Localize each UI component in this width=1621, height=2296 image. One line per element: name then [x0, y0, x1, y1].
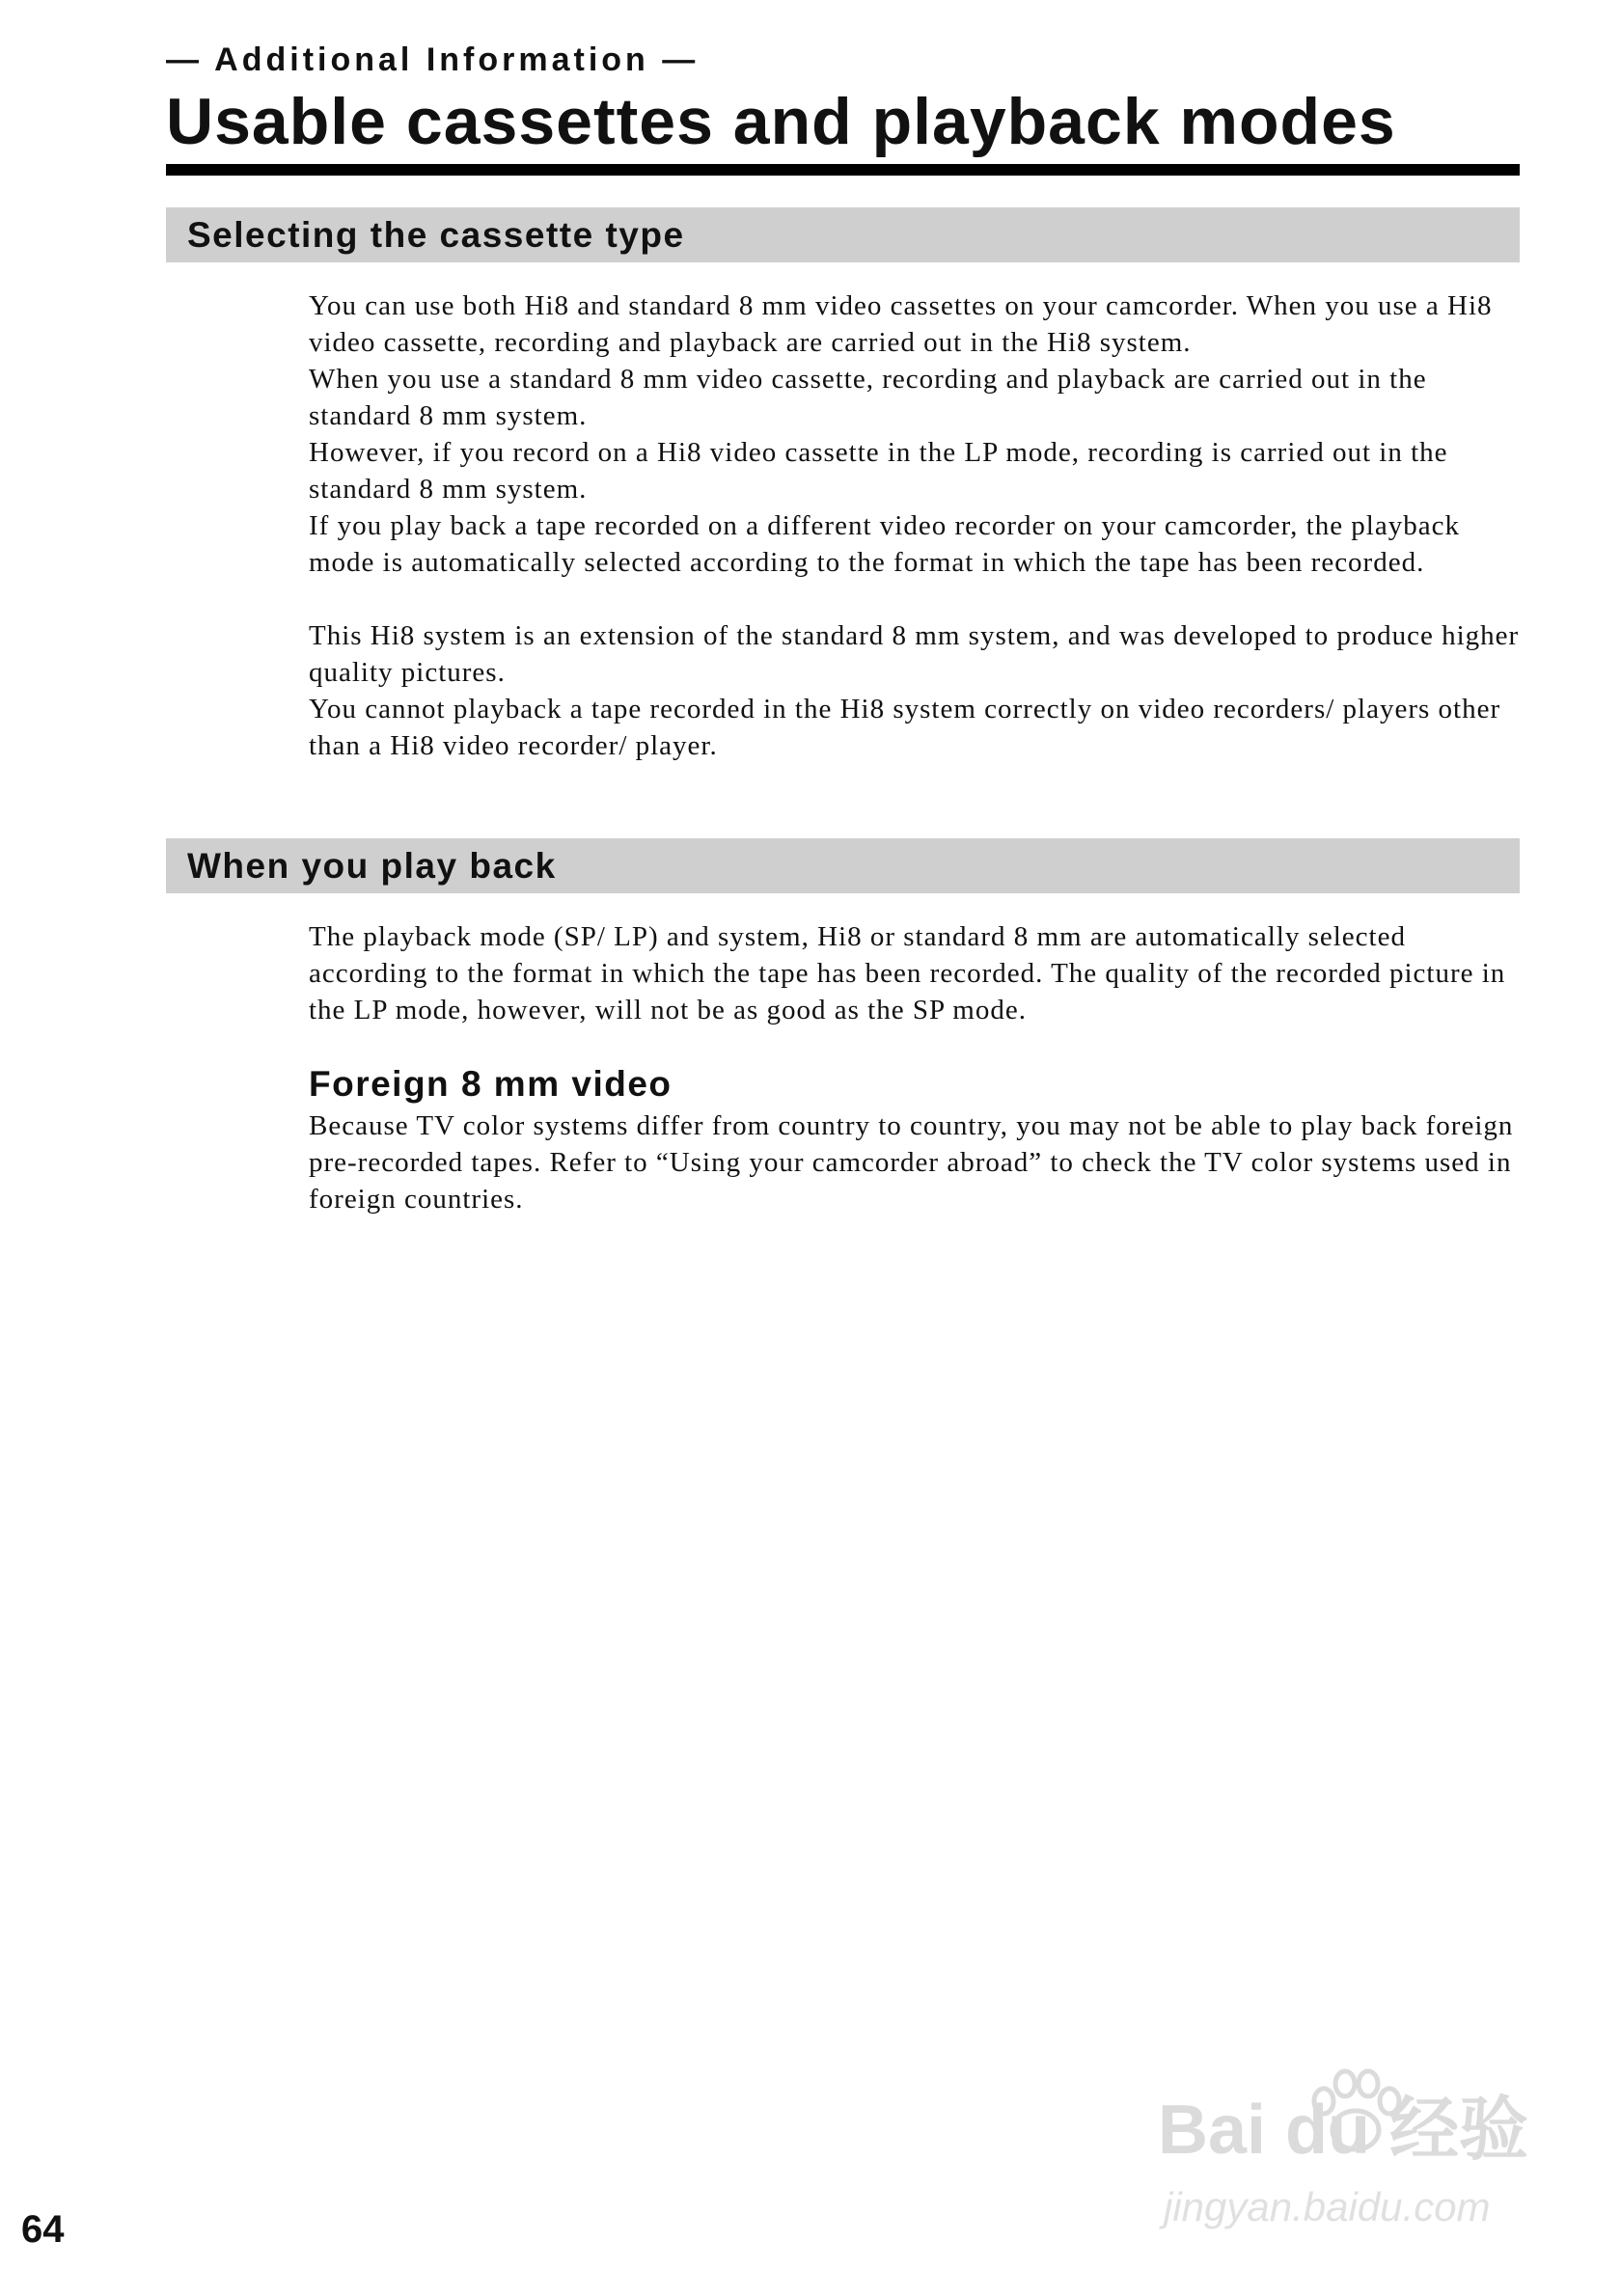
paragraph: When you use a standard 8 mm video cassette, recording and playback are carried out in the standard 8 mm system. — [309, 364, 1427, 431]
title-rule — [166, 164, 1520, 176]
section-heading-bar — [166, 207, 1520, 262]
paragraph: The playback mode (SP/ LP) and system, Hi8 or standard 8 mm are automatically selected according to the format in which the tape has been recorded. The quality of the recorded picture in the LP mode, however, will not be as good as the SP mode. — [309, 921, 1506, 1025]
watermark-logo-text: Bai du 经验 — [1158, 2091, 1529, 2169]
section-heading: When you play back — [187, 846, 557, 886]
paragraph: Because TV color systems differ from country to country, you may not be able to play back foreign pre-recorded tapes. Refer to “Using your camcorder abroad” to check the TV color systems used in foreign countries. — [309, 1110, 1514, 1215]
section-body — [309, 287, 1526, 764]
subsection-heading: Foreign 8 mm video — [309, 1064, 673, 1104]
section-kicker: — Additional Information — — [166, 41, 700, 78]
section-heading: Selecting the cassette type — [187, 215, 685, 255]
paragraph: You cannot playback a tape recorded in the Hi8 system correctly on video recorders/ players other than a Hi8 video recorder/ player. — [309, 694, 1501, 761]
paragraph: You can use both Hi8 and standard 8 mm video cassettes on your camcorder. When you use a Hi8 video cassette, recording and playback are carried out in the Hi8 system. — [309, 290, 1493, 358]
page-title: Usable cassettes and playback modes — [166, 85, 1396, 158]
page-number: 64 — [21, 2208, 65, 2251]
section-heading-bar — [166, 838, 1520, 893]
baidu-watermark — [1158, 2064, 1544, 2257]
section-body — [309, 918, 1526, 1028]
paragraph: However, if you record on a Hi8 video cassette in the LP mode, recording is carried out in the standard 8 mm system. — [309, 437, 1448, 505]
watermark-url: jingyan.baidu.com — [1164, 2184, 1491, 2229]
paragraph: If you play back a tape recorded on a different video recorder on your camcorder, the playback mode is automatically selected according to the format in which the tape has been recorded. — [309, 510, 1460, 578]
subsection-body — [309, 1107, 1526, 1217]
paragraph: This Hi8 system is an extension of the standard 8 mm system, and was developed to produce higher quality pictures. — [309, 620, 1520, 688]
